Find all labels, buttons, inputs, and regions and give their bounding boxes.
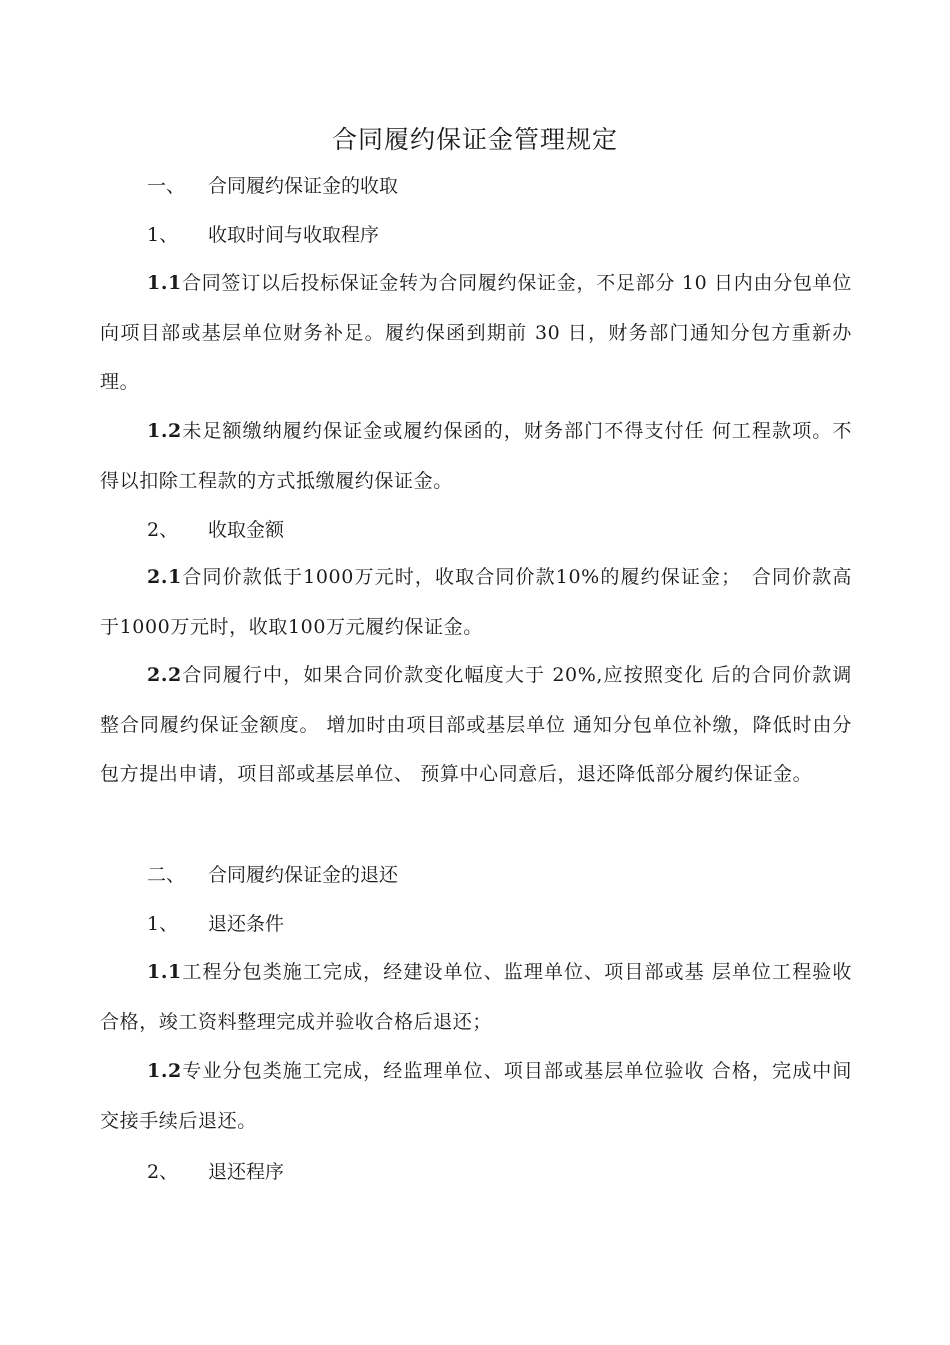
paragraph-number: 2.1 [147,566,182,588]
document-title: 合同履约保证金管理规定 [331,125,618,154]
section-number: 二、 [147,864,186,886]
section-heading-1 [147,171,398,201]
paragraph-2-1-2 [100,1047,852,1146]
subsection-number: 1、 [147,224,179,246]
subsection-number: 2、 [147,519,179,541]
paragraph-text: 合同价款低于1000万元时，收取合同价款10%的履约保证金； 合同价款高于1000万元时，收取100万元履约保证金。 [100,566,852,638]
subsection-label: 收取时间与收取程序 [208,224,380,246]
paragraph-2-1-1 [100,948,852,1047]
subsection-label: 退还条件 [208,913,285,935]
section-label: 合同履约保证金的退还 [208,864,399,886]
subsection-label: 退还程序 [208,1161,285,1183]
paragraph-text: 合同履行中，如果合同价款变化幅度大于 20%,应按照变化 后的合同价款调整合同履约保证金额度。 增加时由项目部或基层单位 通知分包单位补缴，降低时由分包方提出申请，项目部或基层单位、 预算中心同意后，退还降低部分履约保证金。 [100,664,852,785]
section-heading-2 [147,860,398,890]
paragraph-number: 1.2 [147,1060,182,1082]
paragraph-text: 未足额缴纳履约保证金或履约保函的，财务部门不得支付任 何工程款项。不得以扣除工程款的方式抵缴履约保证金。 [100,420,852,492]
paragraph-number: 2.2 [147,664,182,686]
paragraph-number: 1.2 [147,420,182,442]
paragraph-2-2 [100,651,852,800]
paragraph-1-2 [100,407,852,506]
subsection-heading-1-2 [147,515,284,545]
subsection-heading-1-1 [147,220,379,250]
paragraph-number: 1.1 [147,961,182,983]
subsection-number: 1、 [147,913,179,935]
subsection-number: 2、 [147,1161,179,1183]
subsection-heading-2-1 [147,909,284,939]
paragraph-text: 合同签订以后投标保证金转为合同履约保证金，不足部分 10 日内由分包单位向项目部或基层单位财务补足。履约保函到期前 30 日，财务部门通知分包方重新办理。 [100,272,852,393]
section-number: 一、 [147,175,186,197]
subsection-label: 收取金额 [208,519,285,541]
paragraph-text: 工程分包类施工完成，经建设单位、监理单位、项目部或基 层单位工程验收合格，竣工资料整理完成并验收合格后退还； [100,961,852,1033]
paragraph-1-1 [100,259,852,408]
subsection-heading-2-2 [147,1157,284,1187]
paragraph-text: 专业分包类施工完成，经监理单位、项目部或基层单位验收 合格，完成中间交接手续后退还。 [100,1060,852,1132]
paragraph-2-1 [100,553,852,652]
paragraph-number: 1.1 [147,272,182,294]
section-label: 合同履约保证金的收取 [208,175,399,197]
